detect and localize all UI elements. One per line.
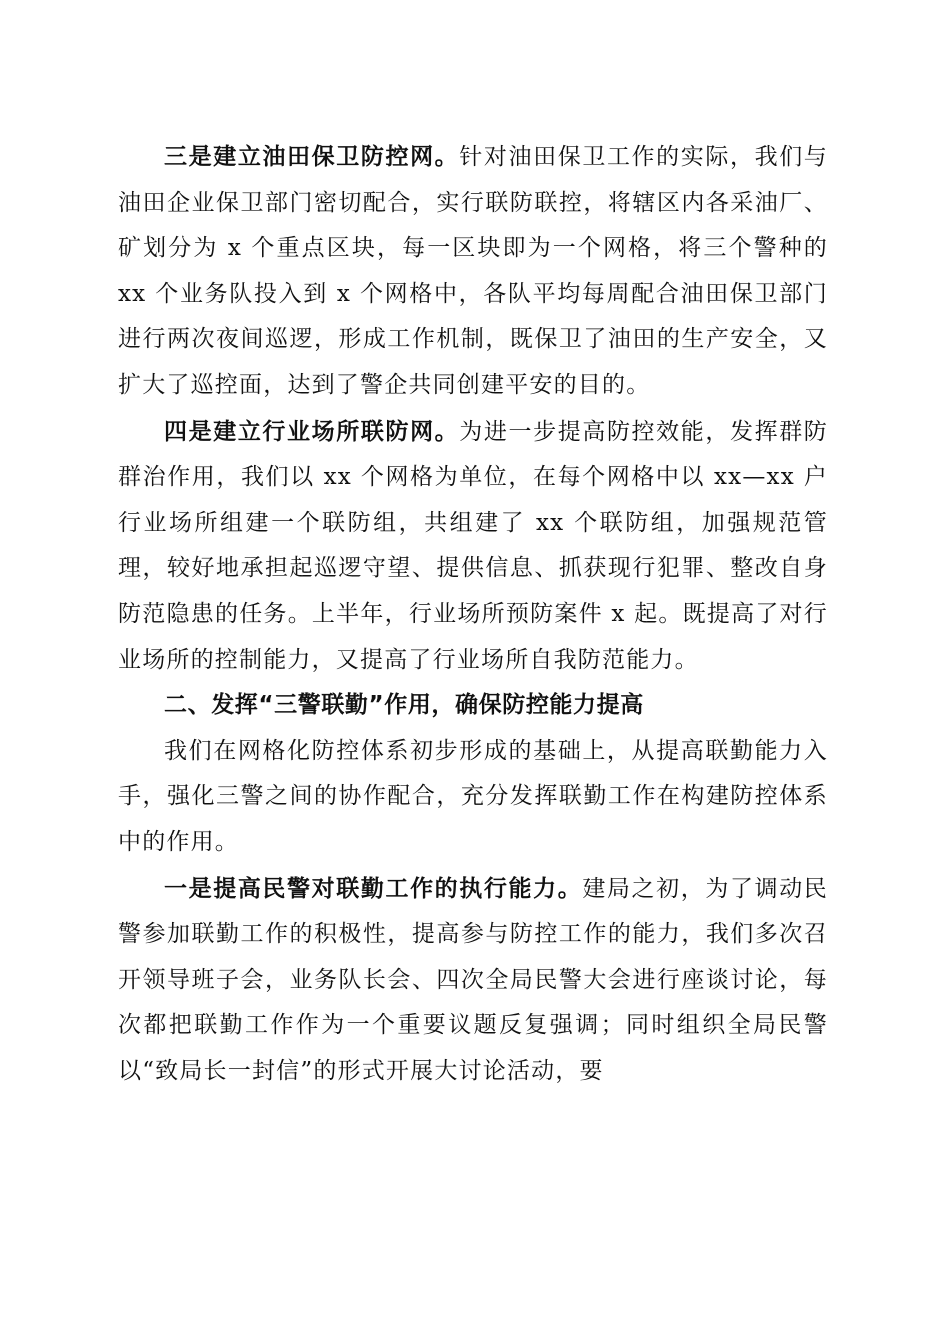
paragraph-intro: [118, 729, 828, 866]
document-body: [118, 134, 828, 1094]
section-heading: 二、发挥“三警联勤”作用，确保防控能力提高: [164, 692, 644, 719]
paragraph-lead: 一是提高民警对联勤工作的执行能力。: [164, 874, 583, 902]
paragraph-text: 我们在网格化防控体系初步形成的基础上，从提高联勤能力入手，强化三警之间的协作配合，充分发挥联勤工作在构建防控体系中的作用。: [118, 737, 828, 855]
paragraph-execution-ability: [118, 866, 828, 1095]
paragraph-text: 针对油田保卫工作的实际，我们与油田企业保卫部门密切配合，实行联防联控，将辖区内各采油厂、矿划分为 x 个重点区块，每一区块即为一个网格，将三个警种的 xx 个业务队投入到 x 个网格中，各队平均每周配合油田保卫部门进行两次夜间巡逻，形成工作机制，既保卫了油田的生产安全，又扩大了巡控面，达到了警企共同创建平安的目的。: [118, 144, 829, 398]
paragraph-text: 为进一步提高防控效能，发挥群防群治作用，我们以 xx 个网格为单位，在每个网格中以 xx—xx 户行业场所组建一个联防组，共组建了 xx 个联防组，加强规范管理，较好地承担起巡逻守望、提供信息、抓获现行犯罪、整改自身防范隐患的任务。上半年，行业场所预防案件 x 起。既提高了对行业场所的控制能力，又提高了行业场所自我防范能力。: [118, 418, 829, 673]
paragraph-lead: 四是建立行业场所联防网。: [164, 417, 460, 445]
paragraph-text: 建局之初，为了调动民警参加联勤工作的积极性，提高参与防控工作的能力，我们多次召开领导班子会，业务队长会、四次全局民警大会进行座谈讨论，每次都把联勤工作作为一个重要议题反复强调；同时组织全局民警以“致局长一封信”的形式开展大讨论活动，要: [118, 875, 828, 1084]
paragraph-industry-venues: [118, 409, 828, 684]
paragraph-lead: 三是建立油田保卫防控网。: [164, 143, 460, 170]
paragraph-oilfield-security: [118, 134, 828, 409]
